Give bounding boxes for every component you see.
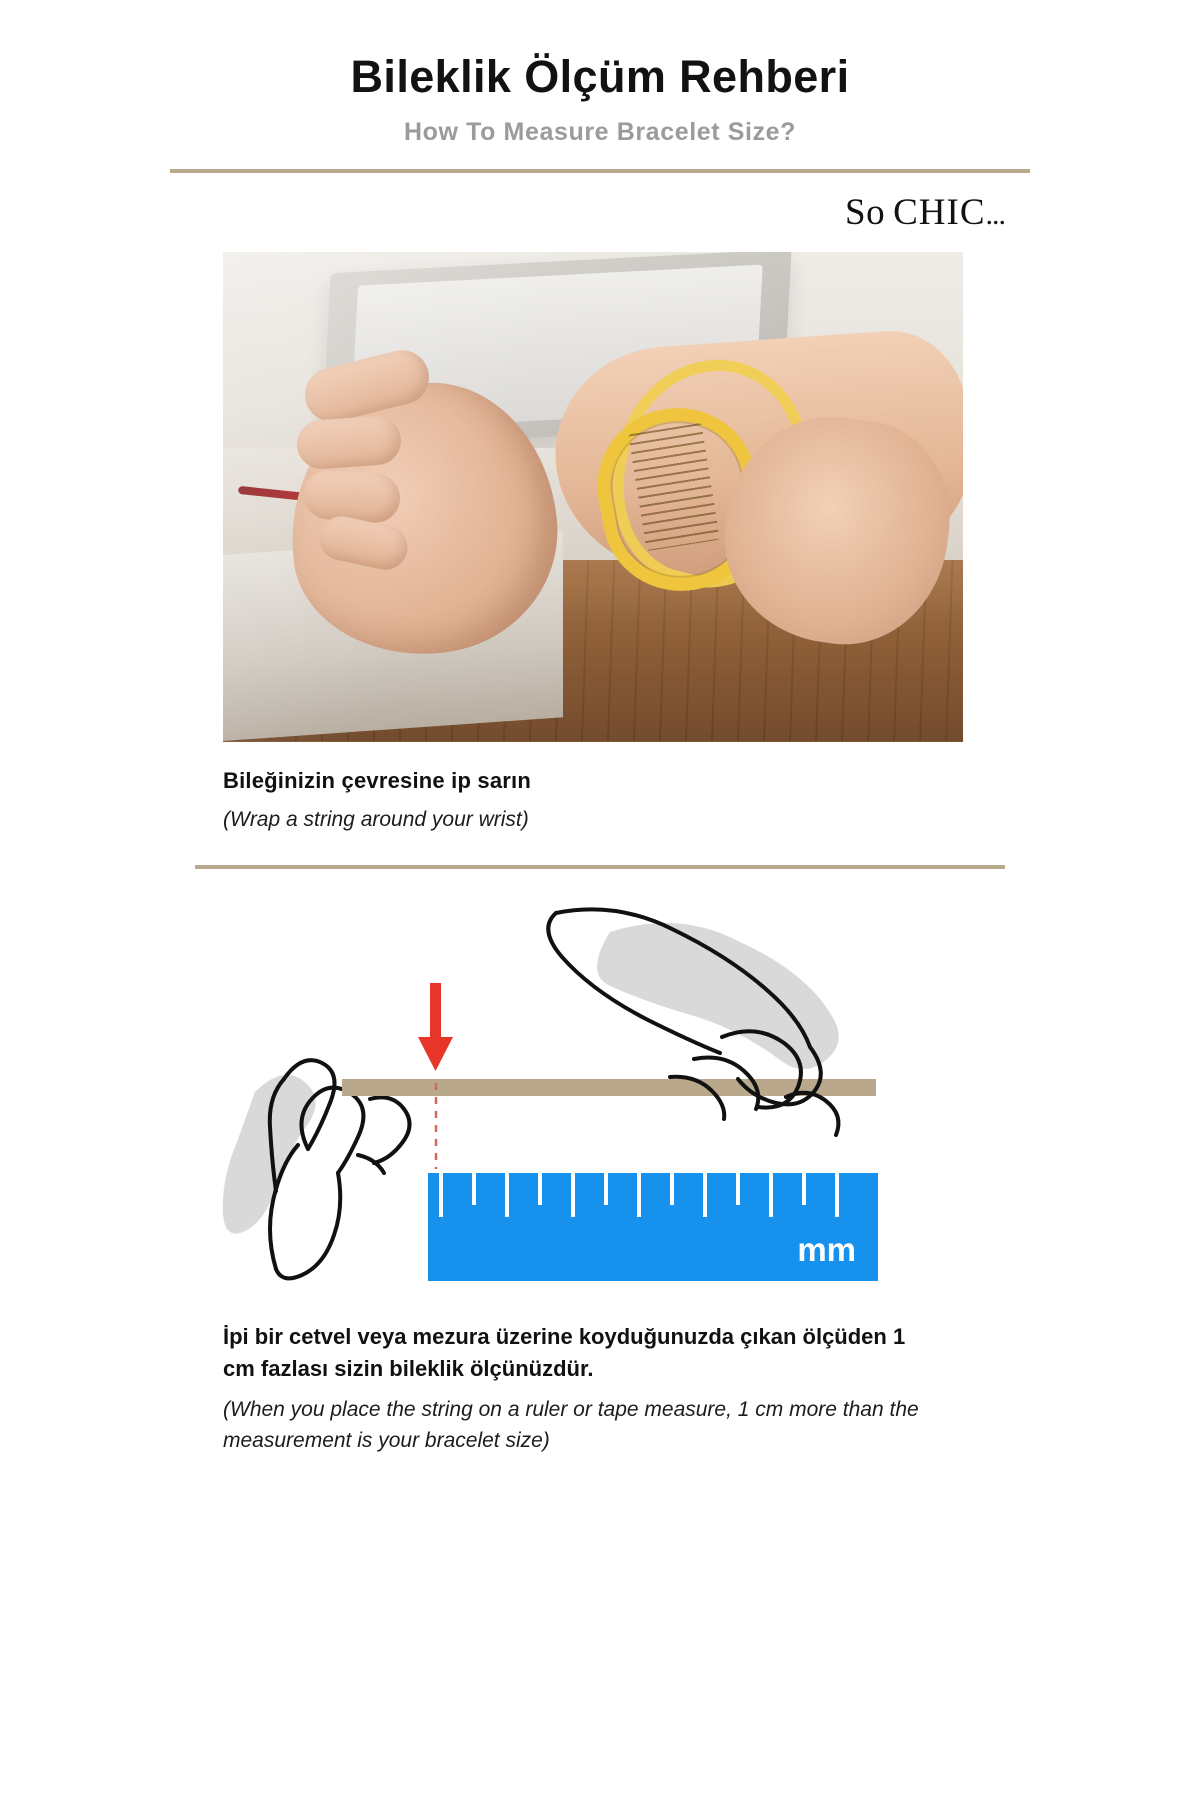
photo-finger-ring (303, 469, 402, 525)
wrist-measure-photo (223, 252, 963, 742)
step-two-caption (223, 1321, 1130, 1457)
divider-top (170, 169, 1030, 173)
page-title: Bileklik Ölçüm Rehberi (350, 51, 850, 102)
ruler-diagram-svg (70, 887, 1130, 1307)
brand-word-so: So (845, 191, 886, 233)
brand-logo (845, 191, 1005, 234)
page-subtitle: How To Measure Bracelet Size? (403, 117, 797, 146)
blue-ruler (428, 1173, 878, 1281)
step-one (70, 252, 1130, 835)
brand-word-chic: CHIC (893, 191, 986, 233)
step-one-caption (223, 768, 1130, 835)
step-two-caption-en: (When you place the string on a ruler or tape measure, 1 cm more than the measurement is your bracelet size) (223, 1397, 919, 1453)
ruler-unit-label: mm (797, 1230, 856, 1268)
measurement-guide-page (70, 0, 1130, 1457)
brand-dots: ... (985, 197, 1005, 231)
ruler-illustration (70, 887, 1130, 1307)
divider-middle (195, 865, 1005, 869)
step-one-caption-tr: Bileğinizin çevresine ip sarın (223, 767, 531, 793)
page-header (70, 0, 1130, 147)
photo-finger-middle (295, 415, 402, 471)
step-two-caption-tr: İpi bir cetvel veya mezura üzerine koyduğunuzda çıkan ölçüden 1 cm fazlası sizin bileklik ölçünüzdür. (223, 1323, 906, 1381)
step-one-caption-en: (Wrap a string around your wrist) (223, 807, 529, 831)
red-arrow-icon (418, 983, 453, 1071)
brand-row (70, 191, 1130, 234)
step-two (70, 887, 1130, 1457)
